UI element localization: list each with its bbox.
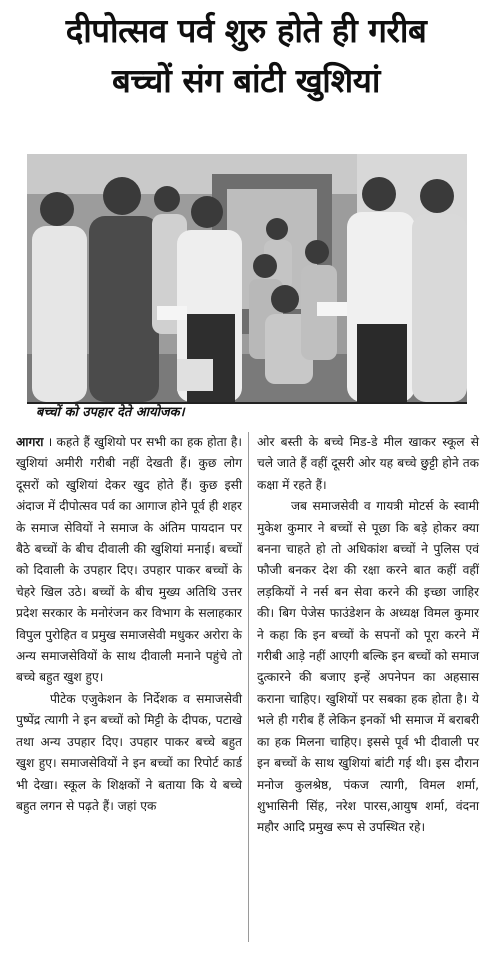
headline-line-2: बच्चों संग बांटी खुशियां: [112, 61, 380, 100]
dateline: आगरा: [16, 435, 44, 449]
news-photo: [27, 154, 467, 402]
photo-caption: बच्चों को उपहार देते आयोजक।: [36, 405, 185, 420]
article-right-column: [257, 432, 479, 839]
article-paragraph: जब समाजसेवी व गायत्री मोटर्स के स्वामी मुकेश कुमार ने बच्चों से पूछा कि बड़े होकर क्या बनना चाहते हो तो अधिकांश बच्चों ने पुलिस एवं फौजी बनकर देश की रक्षा करने बात कहीं वहीं लड़कियों ने नर्स बन सेवा करने की इच्छा जाहिर की। बिग पेजेस फाउंडेशन के अध्यक्ष विमल कुमार ने कहा कि इन बच्चों के सपनों को पूरा करने में गरीबी आड़े नहीं आएगी बल्कि इन बच्चों को समाज दुत्कारने की बजाए इन्हें अपनेपन का अहसास कराना चाहिए। खुशियों पर सबका हक होता है। ये भले ही गरीब हैं लेकिन इनकों भी समाज में बराबरी का हक मिलना चाहिए। इससे पूर्व भी दीवाली पर इन बच्चों के साथ खुशियां बांटी गई थी। इस दौरान मनोज कुलश्रेष्ठ, पंकज त्यागी, विमल शर्मा, शुभासिनी सिंह, नरेश पारस,आयुष शर्मा, वंदना महौर आदि प्रमुख रूप से उपस्थित रहे।: [257, 499, 479, 835]
article-paragraph: ओर बस्ती के बच्चे मिड-डे मील खाकर स्कूल से चले जाते हैं वहीं दूसरी ओर यह बच्चे छुट्टी होने तक कक्षा में रहते हैं।: [257, 435, 479, 492]
column-divider: [248, 432, 249, 942]
article-left-column: [16, 432, 242, 817]
headline: [0, 8, 492, 104]
article-paragraph: आगरा । कहते हैं खुशियो पर सभी का हक होता है। खुशियां अमीरी गरीबी नहीं देखती हैं। कुछ लोग दूसरों को खुशियां देकर खुद होते हैं। कुछ इसी अंदाज में दीपोत्सव पर्व का आगाज होने पूर्व ही शहर के समाज सेवियों ने समाज के अंतिम पायदान पर बैठे बच्चों के बीच दीवाली की खुशियां मनाई। बच्चों को दिवाली के उपहार दिए। उपहार पाकर बच्चों के चेहरे खिल उठे। बच्चों के बीच मुख्य अतिथि उत्तर प्रदेश सरकार के मनोरंजन कर विभाग के सलाहकार विपुल पुरोहित व प्रमुख समाजसेवी मधुकर अरोरा के अन्य समाजसेवियों के साथ दीवाली मनाने पहुंचे तो बच्चे बहुत खुश हुए।: [16, 435, 242, 685]
headline-line-1: दीपोत्सव पर्व शुरु होते ही गरीब: [65, 11, 427, 50]
article-paragraph: पीटेक एजुकेशन के निर्देशक व समाजसेवी पुष्पेंद्र त्यागी ने इन बच्चों को मिट्टी के दीपक, पटाखे तथा अन्य उपहार दिए। उपहार पाकर बच्चे बहुत खुश हुए। समाजसेवियों ने इन बच्चों का रिपोर्ट कार्ड भी देखा। स्कूल के शिक्षकों ने बताया कि ये बच्चे बहुत लगन से पढ़ते हैं। जहां एक: [16, 691, 242, 813]
